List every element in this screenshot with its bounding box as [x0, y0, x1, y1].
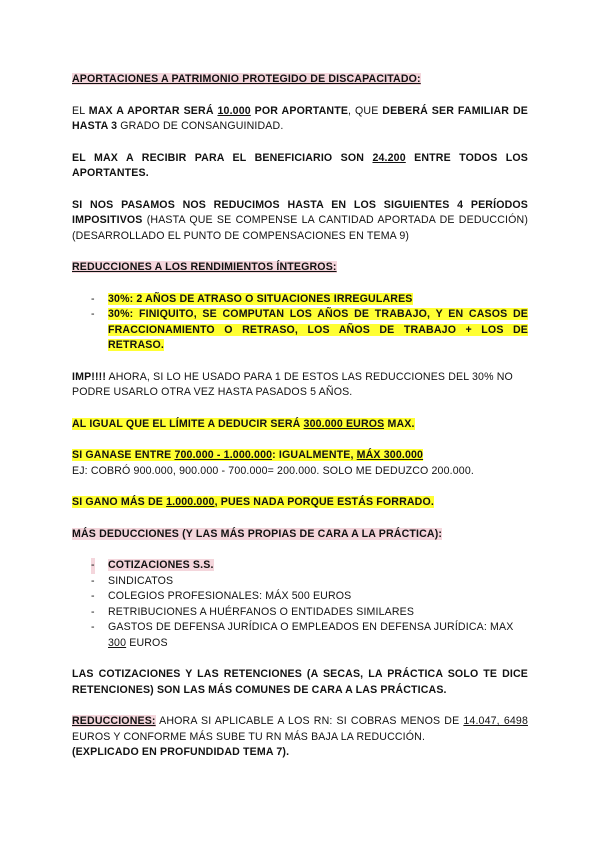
- paragraph-cotizaciones: LAS COTIZACIONES Y LAS RETENCIONES (A SECAS, LA PRÁCTICA SOLO TE DICE RETENCIONES) SON LAS MÁS COMUNES DE CARA A LAS PRÁCTICAS.: [72, 668, 528, 696]
- example-line: EJ: COBRÓ 900.000, 900.000 - 700.000= 200.000. SOLO ME DEDUZCO 200.000.: [72, 464, 474, 477]
- reducciones-list: [72, 292, 528, 354]
- list-item: - 30%: FINIQUITO, SE COMPUTAN LOS AÑOS DE TRABAJO, Y EN CASOS DE FRACCIONAMIENTO O RETRASO, LOS AÑOS DE TRABAJO + LOS DE RETRASO.: [91, 308, 528, 351]
- paragraph-imp: IMP!!!! AHORA, SI LO HE USADO PARA 1 DE ESTOS LAS REDUCCIONES DEL 30% NO PODRE USARLO OTRA VEZ HASTA PASADOS 5 AÑOS.: [72, 370, 513, 398]
- heading-reducciones: REDUCCIONES A LOS RENDIMIENTOS ÍNTEGROS:: [72, 261, 337, 273]
- paragraph-limite: AL IGUAL QUE EL LÍMITE A DEDUCIR SERÁ 300.000 EUROS MAX.: [72, 417, 415, 430]
- paragraph-max-aportar: EL MAX A APORTAR SERÁ 10.000 POR APORTANTE, QUE DEBERÁ SER FAMILIAR DE HASTA 3 GRADO DE CONSANGUINIDAD.: [72, 104, 528, 132]
- paragraph-gano-mas: SI GANO MÁS DE 1.000.000, PUES NADA PORQUE ESTÁS FORRADO.: [72, 496, 434, 508]
- paragraph-max-recibir: EL MAX A RECIBIR PARA EL BENEFICIARIO SON 24.200 ENTRE TODOS LOS APORTANTES.: [72, 151, 529, 179]
- document-page: [72, 72, 528, 761]
- list-item: - 30%: 2 AÑOS DE ATRASO O SITUACIONES IRREGULARES: [91, 292, 413, 305]
- paragraph-reducciones-rn: REDUCCIONES: AHORA SI APLICABLE A LOS RN: SI COBRAS MENOS DE 14.047, 6498 EUROS Y CONFORME MÁS SUBE TU RN MÁS BAJA LA REDUCCIÓN. (EXPLICADO EN PROFUNDIDAD TEMA 7).: [72, 715, 529, 758]
- heading-patrimonio: APORTACIONES A PATRIMONIO PROTEGIDO DE DISCAPACITADO:: [72, 73, 421, 85]
- list-item: - GASTOS DE DEFENSA JURÍDICA O EMPLEADOS EN DEFENSA JURÍDICA: MAX 300 EUROS: [91, 621, 514, 649]
- paragraph-compensacion: SI NOS PASAMOS NOS REDUCIMOS HASTA EN LOS SIGUIENTES 4 PERÍODOS IMPOSITIVOS (HASTA QUE SE COMPENSE LA CANTIDAD APORTADA DE DEDUCCIÓN) (DESARROLLADO EL PUNTO DE COMPENSACIONES EN TEMA 9): [72, 198, 528, 242]
- heading-mas-deducciones: MÁS DEDUCCIONES (Y LAS MÁS PROPIAS DE CARA A LA PRÁCTICA):: [72, 527, 443, 540]
- list-item: - COTIZACIONES S.S.: [72, 558, 528, 574]
- deducciones-list: [72, 558, 528, 651]
- list-item: - SINDICATOS: [91, 574, 174, 587]
- list-item: - RETRIBUCIONES A HUÉRFANOS O ENTIDADES SIMILARES: [91, 605, 415, 618]
- list-item: - COLEGIOS PROFESIONALES: MÁX 500 EUROS: [91, 590, 352, 602]
- paragraph-ganase: SI GANASE ENTRE 700.000 - 1.000.000: IGUALMENTE, MÁX 300.000 EJ: COBRÓ 900.000, 900.000 - 700.000= 200.000. SOLO ME DEDUZCO 200.000.: [72, 448, 528, 479]
